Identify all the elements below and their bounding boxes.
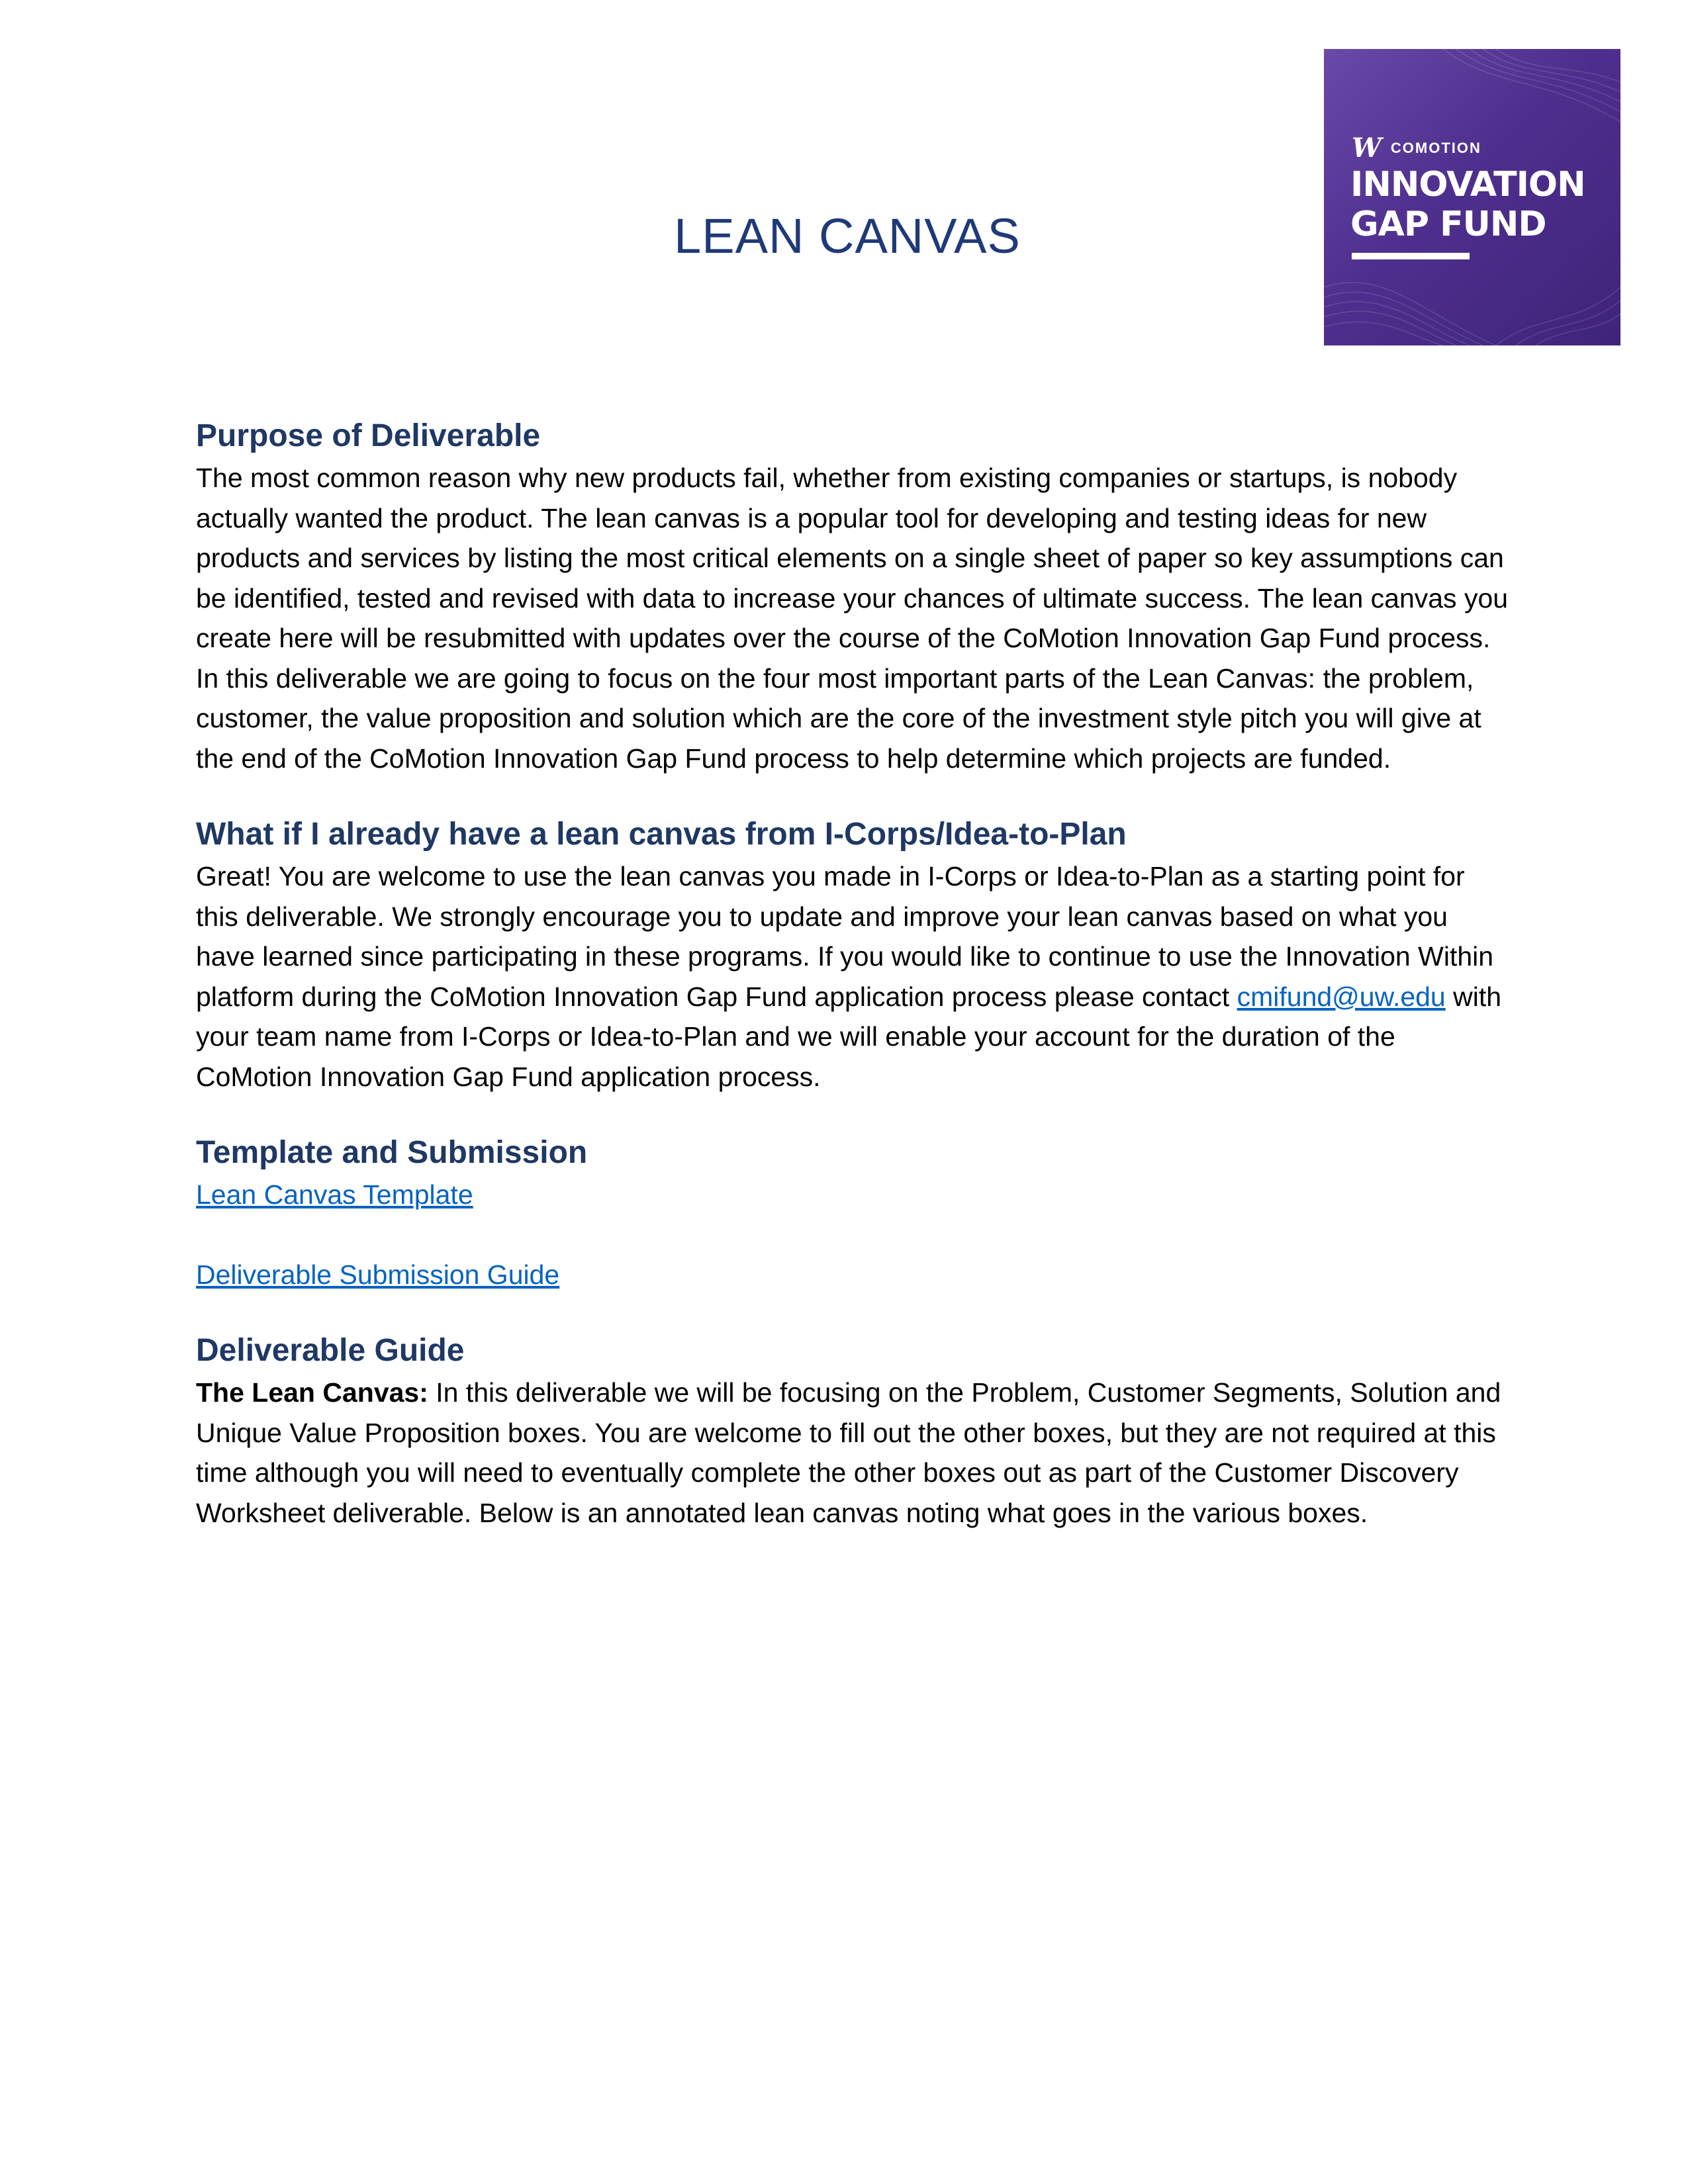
section-heading-already-have-canvas: What if I already have a lean canvas from I-Corps/Idea-to-Plan <box>196 817 1127 852</box>
deliverable-guide-text: In this deliverable we will be focusing on the Problem, Customer Segments, Solution and Unique Value Proposition boxes. You are welcome to fill out the other boxes, but they are not required at this time although you will need to eventually complete the other boxes out as part of the Customer Discovery Worksheet deliverable. Below is an annotated lean canvas noting what goes in the various boxes. <box>196 1377 1501 1528</box>
section-body-already-have-canvas <box>196 856 1513 1097</box>
section-body-deliverable-guide <box>196 1373 1513 1533</box>
logo-line-gap-fund: GAP FUND <box>1350 205 1546 244</box>
section-template-submission <box>196 1131 1513 1295</box>
logo-brand-row <box>1352 132 1481 163</box>
section-heading-deliverable-guide: Deliverable Guide <box>196 1333 465 1368</box>
logo-brand-name: COMOTION <box>1390 140 1481 156</box>
email-link[interactable]: cmifund@uw.edu <box>1237 981 1446 1012</box>
spacer <box>196 1215 1513 1255</box>
deliverable-submission-guide-link[interactable]: Deliverable Submission Guide <box>196 1259 560 1290</box>
comotion-innovation-gap-fund-logo <box>1324 49 1620 345</box>
page-title: LEAN CANVAS <box>674 208 1021 263</box>
section-body-purpose: The most common reason why new products fail, whether from existing companies or startups, is nobody actually wanted the product. The lean canvas is a popular tool for developing and testing ideas for new products and services by listing the most critical elements on a single sheet of paper so key assumptions can be identified, tested and revised with data to increase your chances of ultimate success. The lean canvas you create here will be resubmitted with updates over the course of the CoMotion Innovation Gap Fund process. In this deliverable we are going to focus on the four most important parts of the Lean Canvas: the problem, customer, the value proposition and solution which are the core of the investment style pitch you will give at the end of the CoMotion Innovation Gap Fund process to help determine which projects are funded. <box>196 463 1509 774</box>
section-purpose <box>196 414 1513 778</box>
body-text-before-email: Great! You are welcome to use the lean canvas you made in I-Corps or Idea-to-Plan as a starting point for this deliverable. We strongly encourage you to update and improve your lean canvas based on what you have learned since participating in these programs. If you would like to continue to use the Innovation Within platform during the CoMotion Innovation Gap Fund application process please contact <box>196 861 1494 1012</box>
body-text-after-email: with your team name from I-Corps or Idea-to-Plan and we will enable your account for the duration of the CoMotion Innovation Gap Fund application process. <box>196 981 1502 1092</box>
document-body <box>196 414 1513 1533</box>
section-deliverable-guide <box>196 1329 1513 1533</box>
section-heading-template-submission: Template and Submission <box>196 1135 588 1170</box>
section-heading-purpose: Purpose of Deliverable <box>196 418 541 453</box>
logo-line-innovation: INNOVATION <box>1350 165 1585 205</box>
uw-w-icon: W <box>1352 132 1382 163</box>
section-already-have-canvas <box>196 813 1513 1097</box>
lean-canvas-lead-label: The Lean Canvas: <box>196 1377 428 1408</box>
lean-canvas-template-link[interactable]: Lean Canvas Template <box>196 1179 473 1210</box>
